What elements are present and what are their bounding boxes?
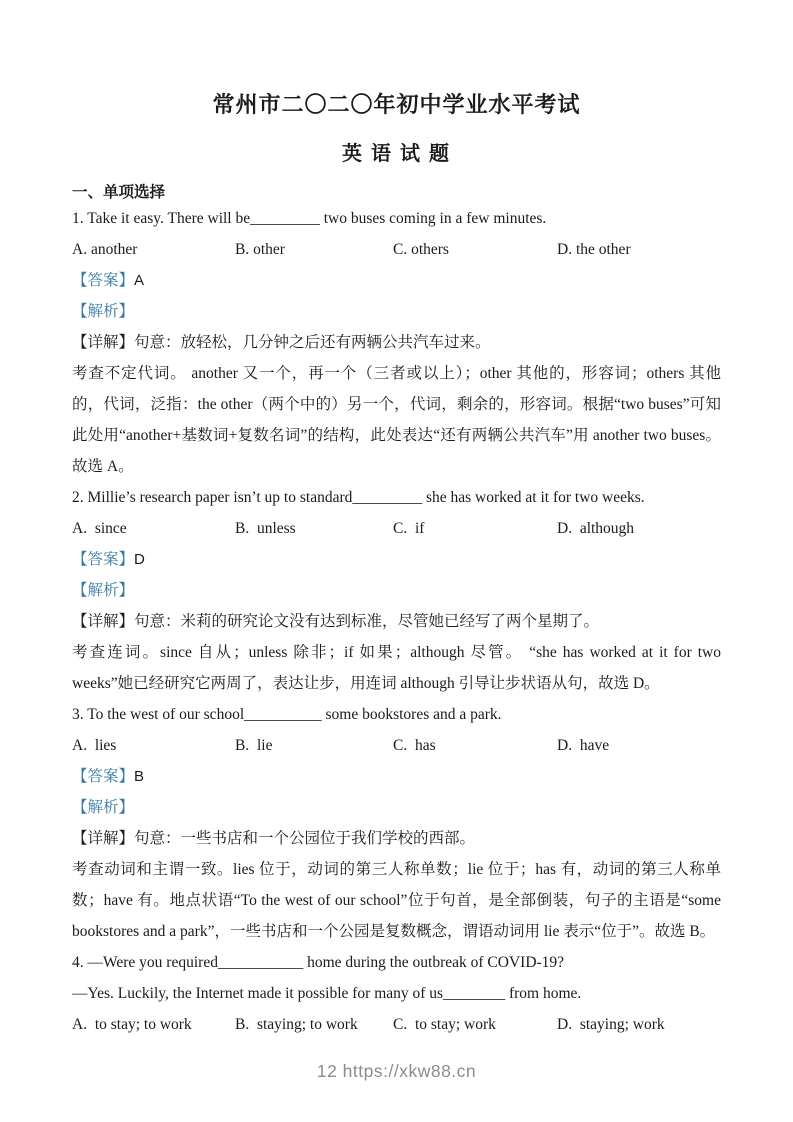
option-a: A. another <box>72 241 138 258</box>
answer-label: 【答案】 <box>72 551 135 568</box>
option-a: A. to stay; to work <box>72 1016 192 1033</box>
answer-value: D <box>134 551 145 568</box>
option-b: B. other <box>235 241 285 258</box>
option-c: C. others <box>393 241 449 258</box>
page-subtitle: 英 语 试 题 <box>342 143 451 165</box>
options-row <box>72 730 721 761</box>
analysis-line <box>72 296 721 327</box>
option-a: A. since <box>72 520 127 537</box>
page-footer-url: 12 https://xkw88.cn <box>316 1061 477 1081</box>
option-b: B. staying; to work <box>235 1016 358 1033</box>
detail-body: 考查动词和主谓一致。lies 位于，动词的第三人称单数；lie 位于；has 有，动词的第三人称单数；have 有。地点状语“To the west of our school”位于句首，是全部倒装，句子的主语是“some bookstores and a park”，一些书店和一个公园是复数概念，谓语动词用 lie 表示“位于”。故选 B。 <box>72 861 721 940</box>
option-d: D. staying; work <box>557 1016 665 1033</box>
question-block-3 <box>72 699 721 947</box>
page-title: 常州市二〇二〇年初中学业水平考试 <box>212 92 581 117</box>
analysis-label: 【解析】 <box>72 303 135 320</box>
question-stem: 3. To the west of our school__________ some bookstores and a park. <box>72 706 502 723</box>
question-block-1 <box>72 203 721 482</box>
analysis-label: 【解析】 <box>72 799 135 816</box>
option-d: D. the other <box>557 241 631 258</box>
section-heading: 一、单项选择 <box>72 184 166 201</box>
answer-value: A <box>134 272 145 289</box>
question-stem: 1. Take it easy. There will be_________ two buses coming in a few minutes. <box>72 210 547 227</box>
detail-body: 考查连词。since 自从；unless 除非；if 如果；although 尽管。 “she has worked at it for two weeks”她已经研究它两周了，表达让步，用连词 although 引导让步状语从句，故选 D。 <box>72 644 721 692</box>
question-stem-line-2: —Yes. Luckily, the Internet made it possible for many of us________ from home. <box>72 985 582 1002</box>
option-c: C. if <box>393 520 425 537</box>
answer-line <box>72 265 721 296</box>
option-b: B. unless <box>235 520 296 537</box>
question-block-4 <box>72 947 721 1040</box>
option-d: D. have <box>557 737 610 754</box>
option-a: A. lies <box>72 737 117 754</box>
detail-intro: 【详解】句意：米莉的研究论文没有达到标准，尽管她已经写了两个星期了。 <box>72 613 600 630</box>
answer-value: B <box>134 768 145 785</box>
analysis-label: 【解析】 <box>72 582 135 599</box>
answer-label: 【答案】 <box>72 272 135 289</box>
detail-body: 考查不定代词。 another 又一个，再一个（三者或以上）；other 其他的，形容词；others 其他的，代词，泛指：the other（两个中的）另一个，代词，剩余的，形容词。根据“two buses”可知此处用“another+基数词+复数名词”的结构，此处表达“还有两辆公共汽车”用 another two buses。故选 A。 <box>72 365 721 475</box>
options-row <box>72 234 721 265</box>
options-row <box>72 1009 721 1040</box>
detail-intro: 【详解】句意：放轻松，几分钟之后还有两辆公共汽车过来。 <box>72 334 491 351</box>
analysis-line <box>72 575 721 606</box>
options-row <box>72 513 721 544</box>
question-stem: 2. Millie’s research paper isn’t up to standard_________ she has worked at it for two weeks. <box>72 489 645 506</box>
option-c: C. has <box>393 737 436 754</box>
answer-line <box>72 761 721 792</box>
answer-label: 【答案】 <box>72 768 135 785</box>
option-d: D. although <box>557 520 635 537</box>
question-list <box>72 203 721 1040</box>
answer-line <box>72 544 721 575</box>
detail-intro: 【详解】句意：一些书店和一个公园位于我们学校的西部。 <box>72 830 476 847</box>
analysis-line <box>72 792 721 823</box>
option-b: B. lie <box>235 737 273 754</box>
question-block-2 <box>72 482 721 699</box>
option-c: C. to stay; work <box>393 1016 496 1033</box>
question-stem: 4. —Were you required___________ home during the outbreak of COVID-19? <box>72 954 565 971</box>
